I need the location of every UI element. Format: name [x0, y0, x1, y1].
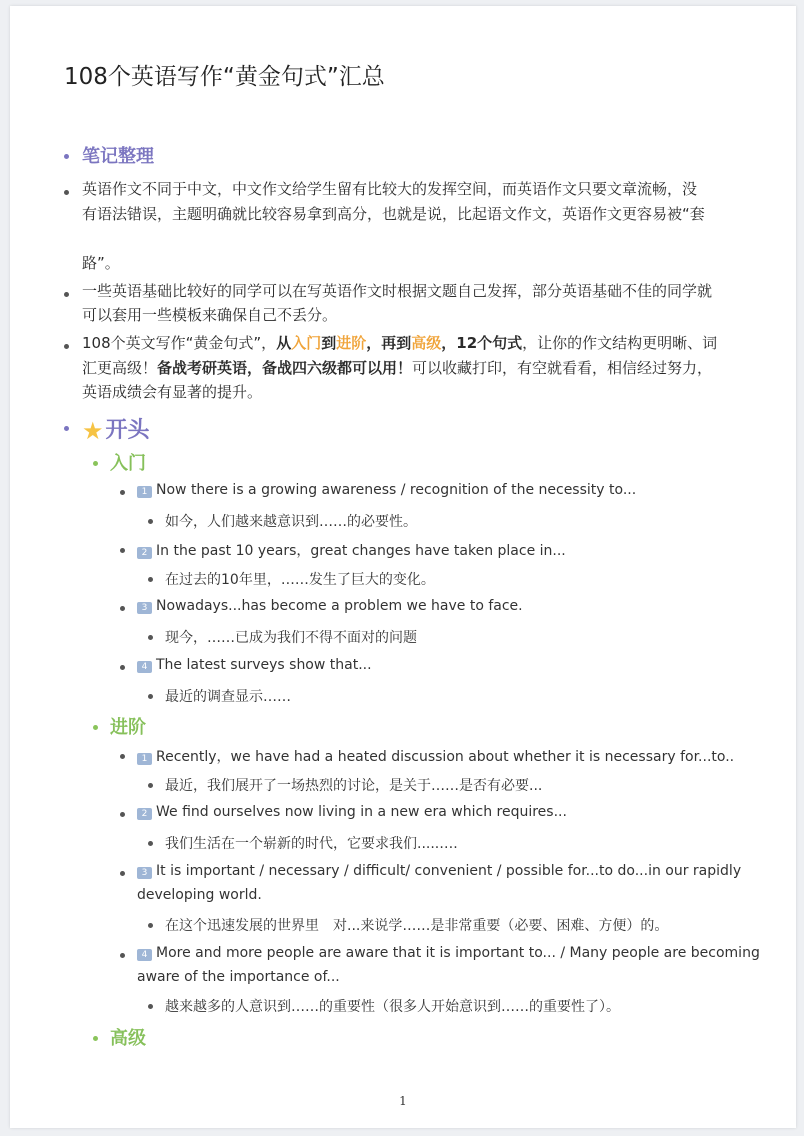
bullet	[148, 841, 153, 846]
number-1-icon: 1	[137, 486, 152, 498]
bullet	[120, 871, 125, 876]
sentence-cn: 最近的调查显示……	[165, 689, 291, 705]
bullet	[64, 344, 69, 349]
bullet	[120, 548, 125, 553]
bullet	[120, 754, 125, 759]
intro-bold: ，12个句式	[441, 334, 523, 352]
intro-text: 汇更高级！	[82, 359, 158, 377]
sentence-en-text: The latest surveys show that...	[156, 657, 372, 673]
bullet	[148, 1004, 153, 1009]
bullet	[148, 923, 153, 928]
intro-bold: 备战考研英语，备战四六级都可以用！	[157, 359, 413, 377]
number-2-icon: 2	[137, 808, 152, 820]
sentence-cn: 越来越多的人意识到……的重要性（很多人开始意识到……的重要性了）。	[165, 999, 620, 1015]
sentence-en-text: It is important / necessary / difficult/ convenient / possible for...to do...in our rapidly	[156, 863, 742, 879]
sentence-cn: 现今，……已成为我们不得不面对的问题	[165, 630, 417, 646]
number-4-icon: 4	[137, 661, 152, 673]
bullet	[148, 519, 153, 524]
intro-bold: ，再到	[366, 334, 412, 352]
sentence-cn: 在过去的10年里，……发生了巨大的变化。	[165, 572, 435, 588]
intro-line: 路”。	[82, 254, 120, 272]
sentence-en	[137, 804, 567, 820]
level-heading-high: 高级	[110, 1028, 146, 1049]
bullet	[148, 577, 153, 582]
sentence-en	[137, 482, 636, 498]
intro-text: 可以收藏打印，有空就看看，相信经过努力，	[412, 359, 713, 377]
bullet	[64, 190, 69, 195]
sentence-cn: 在这个迅速发展的世界里 对...来说学……是非常重要（必要、困难、方便）的。	[165, 918, 669, 934]
bullet	[120, 606, 125, 611]
level-heading-advanced: 进阶	[110, 717, 146, 738]
bullet	[120, 953, 125, 958]
intro-line: 一些英语基础比较好的同学可以在写英语作文时根据文题自己发挥，部分英语基础不佳的同学就	[82, 282, 713, 300]
sentence-en	[137, 657, 372, 673]
sentence-en-text: Now there is a growing awareness / recognition of the necessity to...	[156, 482, 637, 498]
intro-text: 108个英文写作“黄金句式”，	[82, 334, 277, 352]
sentence-en-cont: developing world.	[137, 887, 262, 903]
number-3-icon: 3	[137, 867, 152, 879]
sentence-cn: 最近，我们展开了一场热烈的讨论，是关于……是否有必要...	[165, 778, 543, 794]
bullet	[64, 426, 69, 431]
bullet	[93, 725, 98, 730]
bullet	[120, 665, 125, 670]
sentence-en	[137, 863, 741, 879]
sentence-en-text: We find ourselves now living in a new era which requires...	[156, 804, 567, 820]
bullet	[148, 783, 153, 788]
bullet	[148, 694, 153, 699]
sentence-en-text: In the past 10 years，great changes have taken place in...	[156, 543, 566, 559]
sentence-en	[137, 945, 760, 961]
sentence-en	[137, 540, 566, 560]
highlight-high: 高级	[411, 334, 442, 352]
section-start-label: 开头	[105, 418, 150, 443]
section-heading-start	[82, 413, 150, 445]
bullet	[120, 812, 125, 817]
sentence-en	[137, 598, 523, 614]
document-page	[10, 6, 796, 1128]
bullet	[64, 292, 69, 297]
highlight-advanced: 进阶	[336, 334, 367, 352]
bullet	[64, 154, 69, 159]
sentence-cn: 我们生活在一个崭新的时代，它要求我们.....….	[165, 836, 458, 852]
star-icon: ★	[82, 417, 104, 445]
number-4-icon: 4	[137, 949, 152, 961]
level-heading-entry: 入门	[110, 453, 146, 474]
intro-text: ，让你的作文结构更明晰、词	[522, 334, 718, 352]
intro-bold: 从	[276, 334, 292, 352]
intro-line: 有语法错误，主题明确就比较容易拿到高分，也就是说，比起语文作文，英语作文更容易被“套	[82, 205, 705, 223]
intro-line	[82, 356, 712, 380]
sentence-cn: 如今，人们越来越意识到……的必要性。	[165, 514, 417, 530]
page-title: 108个英语写作“黄金句式”汇总	[64, 64, 385, 90]
sentence-en-text: Nowadays...has become a problem we have to face.	[156, 598, 523, 614]
bullet	[93, 1036, 98, 1041]
intro-bold: 到	[321, 334, 337, 352]
highlight-entry: 入门	[291, 334, 322, 352]
number-2-icon: 2	[137, 547, 152, 559]
intro-line: 英语成绩会有显著的提升。	[82, 383, 263, 401]
intro-line	[82, 331, 717, 355]
number-3-icon: 3	[137, 602, 152, 614]
intro-line: 英语作文不同于中文，中文作文给学生留有比较大的发挥空间，而英语作文只要文章流畅，没	[82, 180, 698, 198]
intro-line: 可以套用一些模板来确保自己不丢分。	[82, 306, 338, 324]
section-heading-notes: 笔记整理	[82, 146, 154, 167]
sentence-en-cont: aware of the importance of...	[137, 969, 340, 985]
sentence-en-text: Recently，we have had a heated discussion about whether it is necessary for...to..	[156, 749, 735, 765]
bullet	[93, 461, 98, 466]
bullet	[148, 635, 153, 640]
page-number: 1	[399, 1094, 407, 1108]
sentence-en-text: More and more people are aware that it is important to... / Many people are becoming	[156, 945, 760, 961]
sentence-en	[137, 746, 734, 766]
number-1-icon: 1	[137, 753, 152, 765]
bullet	[120, 490, 125, 495]
